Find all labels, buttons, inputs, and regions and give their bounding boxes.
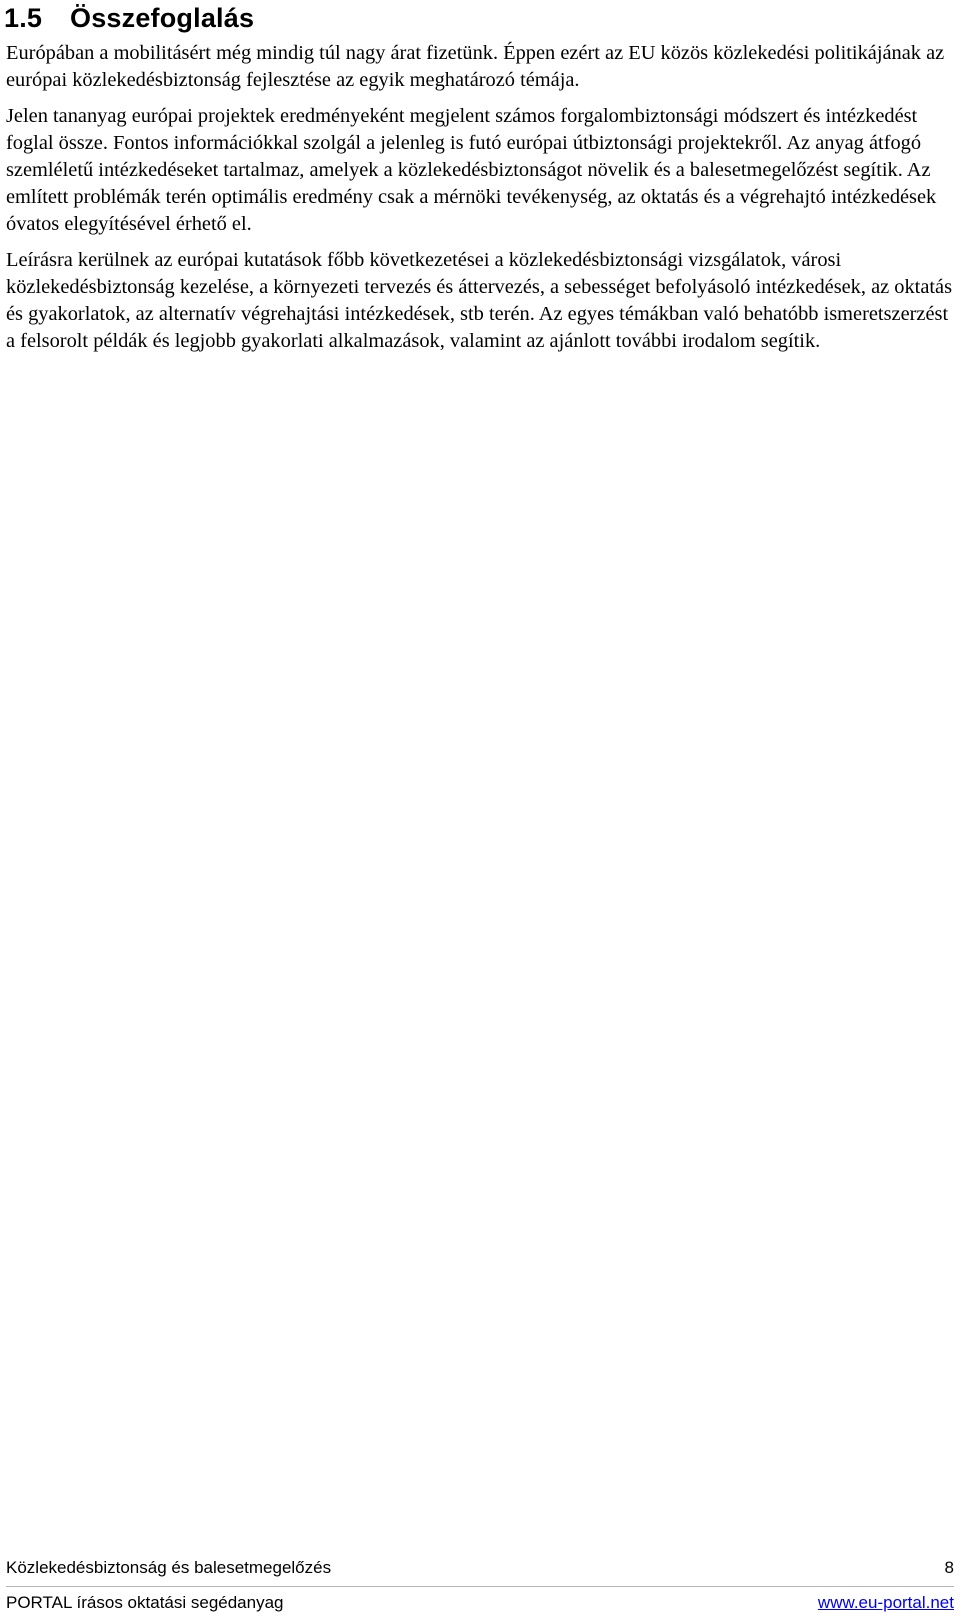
footer-bottom-row — [6, 1592, 954, 1614]
section-number: 1.5 — [4, 3, 43, 33]
footer-subtitle: PORTAL írásos oktatási segédanyag — [6, 1593, 284, 1612]
paragraph-1: Európában a mobilitásért még mindig túl nagy árat fizetünk. Éppen ezért az EU közös közlekedési politikájának az európai közlekedésbiztonság fejlesztése az egyik meghatározó témája. — [6, 42, 945, 91]
section-title: Összefoglalás — [70, 3, 255, 33]
section-heading — [4, 0, 254, 36]
footer-top-row — [6, 1557, 954, 1579]
paragraph-3: Leírásra kerülnek az európai kutatások főbb következetései a közlekedésbiztonsági vizsgálatok, városi közlekedésbiztonság kezelése, a környezeti tervezés és áttervezés, a sebességet befolyásoló intézkedések, az oktatás és gyakorlatok, az alternatív végrehajtási intézkedések, stb terén. Az egyes témákban való behatóbb ismeretszerzést a felsorolt példák és legjobb gyakorlati alkalmazások, valamint az ajánlott további irodalom segítik. — [6, 249, 953, 352]
footer-doc-title: Közlekedésbiztonság és balesetmegelőzés — [6, 1558, 332, 1577]
paragraph-2: Jelen tananyag európai projektek eredményeként megjelent számos forgalombiztonsági módszert és intézkedést foglal össze. Fontos információkkal szolgál a jelenleg is futó európai útbiztonsági projektekről. Az anyag átfogó szemléletű intézkedéseket tartalmaz, amelyek a közlekedésbiztonságot növelik és a balesetmegelőzést segítik. Az említett problémák terén optimális eredmény csak a mérnöki tevékenység, az oktatás és a végrehajtó intézkedések óvatos elegyítésével érhető el. — [6, 105, 937, 235]
section-body — [6, 40, 956, 364]
page-number: 8 — [944, 1558, 954, 1577]
footer-divider — [6, 1586, 954, 1587]
website-link[interactable]: www.eu-portal.net — [817, 1593, 954, 1612]
